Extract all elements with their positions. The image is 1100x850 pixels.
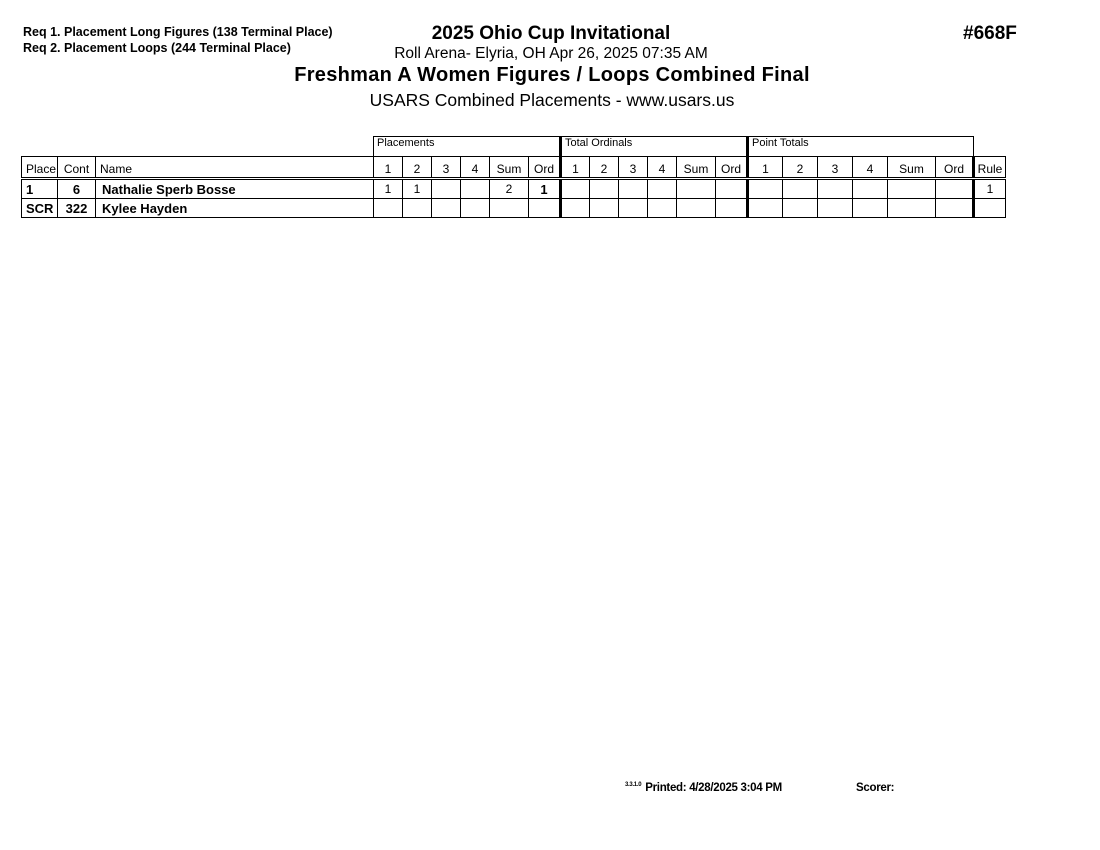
results-table [21,136,1006,218]
competition-title: 2025 Ohio Cup Invitational [431,23,671,44]
ordinal-ord-cell [716,199,748,218]
placement-cell [461,179,490,199]
cont-cell: 6 [58,179,96,199]
placement-sum-cell: 2 [490,179,529,199]
col-points-ord: Ord [936,157,974,179]
printed-date: Printed: 4/28/2025 3:04 PM [645,782,782,794]
col-ordinal-2: 2 [590,157,619,179]
placement-cell [461,199,490,218]
ordinal-cell [648,199,677,218]
points-cell [853,199,888,218]
column-header-row [22,157,1006,179]
requirement-1: Req 1. Placement Long Figures (138 Terminal Place) [23,25,333,39]
col-points-3: 3 [818,157,853,179]
event-title: Freshman A Women Figures / Loops Combined Final [294,64,810,86]
col-placement-ord: Ord [529,157,561,179]
col-placement-3: 3 [432,157,461,179]
group-point-totals: Point Totals [748,137,974,157]
placement-cell: 1 [403,179,432,199]
col-placement-4: 4 [461,157,490,179]
cont-cell: 322 [58,199,96,218]
points-cell [748,199,783,218]
placement-cell [432,199,461,218]
points-sum-cell [888,199,936,218]
ordinal-cell [561,179,590,199]
col-placement-1: 1 [374,157,403,179]
ordinal-sum-cell [677,179,716,199]
col-ordinal-sum: Sum [677,157,716,179]
col-ordinal-ord: Ord [716,157,748,179]
ordinal-cell [648,179,677,199]
points-ord-cell [936,179,974,199]
points-cell [853,179,888,199]
col-points-2: 2 [783,157,818,179]
col-cont: Cont [58,157,96,179]
col-placement-2: 2 [403,157,432,179]
place-cell: SCR [22,199,58,218]
name-cell: Nathalie Sperb Bosse [96,179,374,199]
ordinal-cell [561,199,590,218]
ordinal-sum-cell [677,199,716,218]
col-ordinal-1: 1 [561,157,590,179]
printed-stamp [625,782,782,794]
placement-cell: 1 [374,179,403,199]
name-cell: Kylee Hayden [96,199,374,218]
version-number: 3.3.1.0 [625,782,642,789]
col-placement-sum: Sum [490,157,529,179]
placement-cell [403,199,432,218]
placement-ord-cell: 1 [529,179,561,199]
col-rule: Rule [974,157,1006,179]
group-total-ordinals: Total Ordinals [561,137,748,157]
event-number: #668F [963,23,1017,44]
table-row [22,199,1006,218]
location-date: Roll Arena- Elyria, OH Apr 26, 2025 07:35 AM [394,45,708,62]
points-sum-cell [888,179,936,199]
group-header-row [22,137,1006,157]
col-points-1: 1 [748,157,783,179]
points-ord-cell [936,199,974,218]
col-place: Place [22,157,58,179]
placement-cell [374,199,403,218]
ordinal-cell [619,199,648,218]
group-placements: Placements [374,137,561,157]
ordinal-ord-cell [716,179,748,199]
table-row [22,179,1006,199]
rule-cell [974,199,1006,218]
points-cell [783,199,818,218]
placement-cell [432,179,461,199]
points-cell [783,179,818,199]
ordinal-cell [619,179,648,199]
requirement-2: Req 2. Placement Loops (244 Terminal Place) [23,41,291,55]
sanction-line: USARS Combined Placements - www.usars.us [369,90,735,110]
col-name: Name [96,157,374,179]
placement-ord-cell [529,199,561,218]
place-cell: 1 [22,179,58,199]
scorer-label: Scorer: [856,782,895,794]
ordinal-cell [590,199,619,218]
col-points-sum: Sum [888,157,936,179]
placement-sum-cell [490,199,529,218]
rule-cell: 1 [974,179,1006,199]
points-cell [818,179,853,199]
col-ordinal-3: 3 [619,157,648,179]
ordinal-cell [590,179,619,199]
col-ordinal-4: 4 [648,157,677,179]
points-cell [818,199,853,218]
col-points-4: 4 [853,157,888,179]
points-cell [748,179,783,199]
